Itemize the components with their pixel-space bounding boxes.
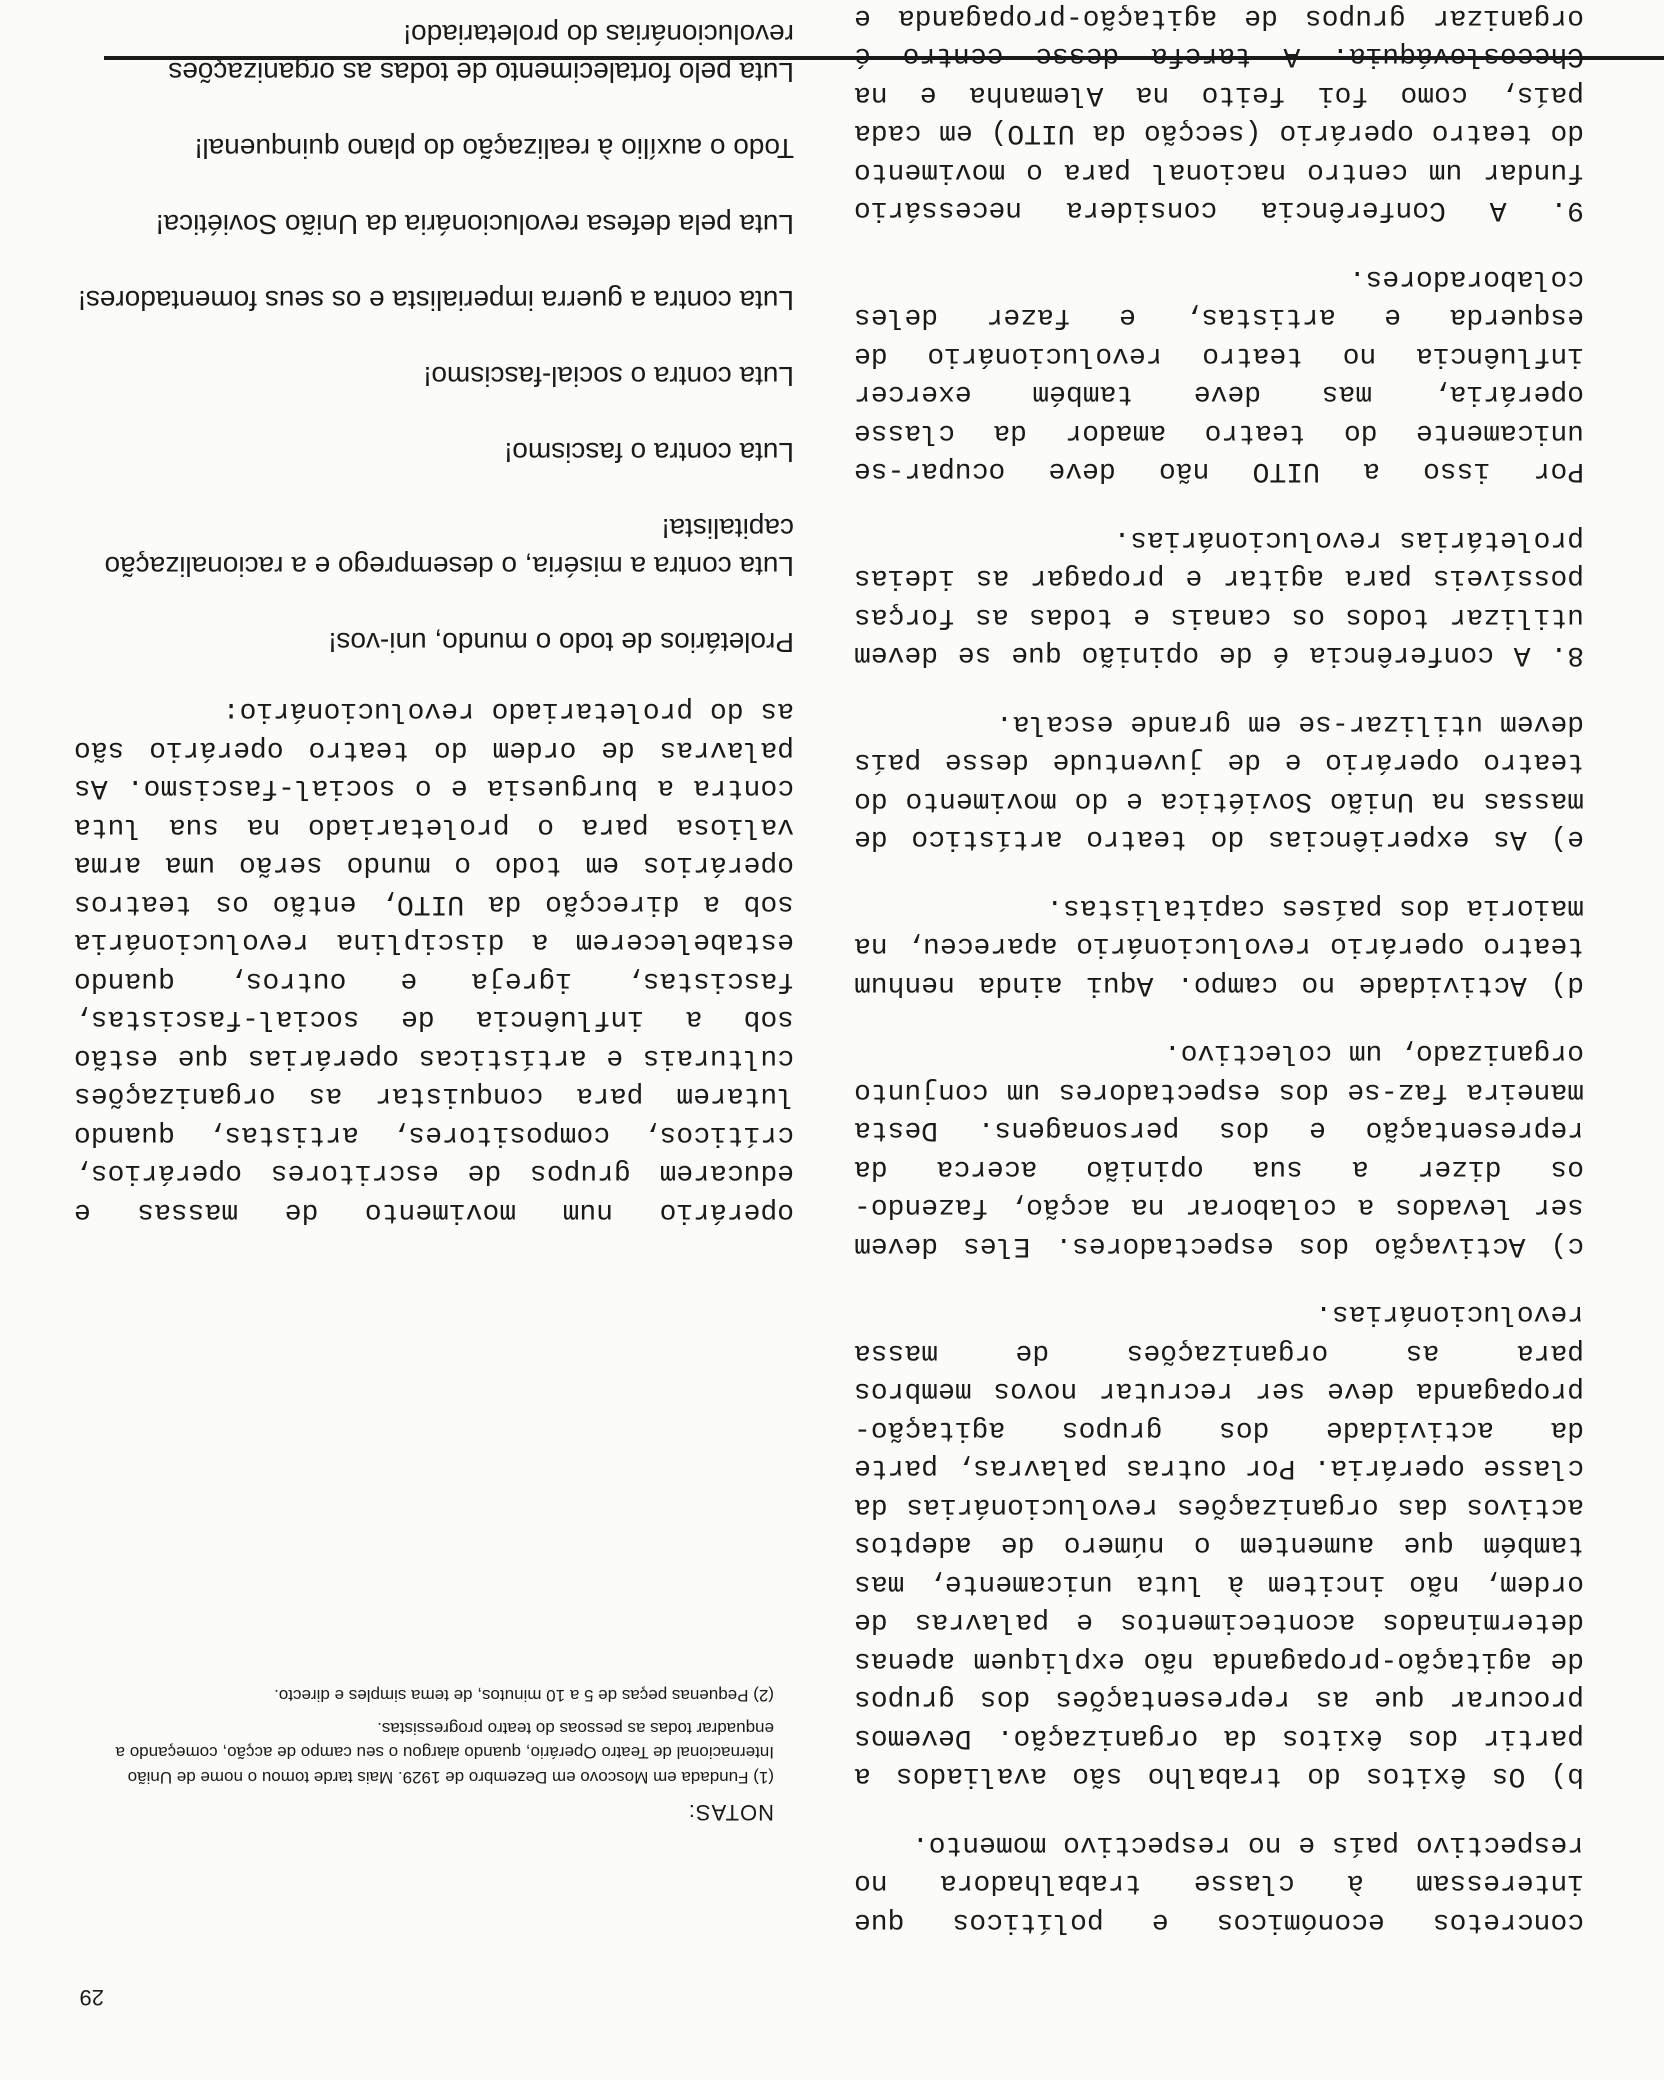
paragraph: operário num movimento de massas e educarem grupos de escritores operários, críticos, compositores, artistas, quando lutarem para conquistar as organizações culturais e artísticas operárias que estão sob a influência de social-fascistas, fascistas, igreja e outros, quando estabelecerem a disciplina revolucionária sob a direcção da UITO, então os teatros operários em todo o mundo serão uma arma valiosa para o proletariado na sua luta contra a burguesia e o social-fascismo. As palavras de ordem do teatro operário são as do proletariado revolucionário: bbox=[74, 695, 794, 1227]
paragraph: d) Actividade no campo. Aqui ainda nenhum teatro operário revolucionário apareceu, na maioria dos países capitalistas. bbox=[854, 892, 1584, 1000]
slogan: Proletários de todo o mundo, uni-vos! bbox=[328, 627, 794, 658]
paragraph: b) Os êxitos do trabalho são avaliados a partir dos êxitos da organização. Devemos procurar que as representações dos grupos de agitação-propaganda não expliquem apenas determinados acontecimentos e palavras de ordem, não incitem à luta unicamente, mas também que aumentem o número de adeptos activos das organizações revolucionárias da classe operária. Por outras palavras, parte da actividade dos grupos agitação-propaganda deve ser recrutar novos membros para as organizações de massa revolucionárias. bbox=[854, 1298, 1584, 1792]
slogan: Luta contra a miséria, o desemprego e a racionalização capitalista! bbox=[104, 513, 794, 582]
paragraph: c) Activação dos espectadores. Eles devem ser levados a colaborar na acção, fazendo-os dizer a sua opinião acerca da representação e dos personagens. Desta maneira faz-se dos espectadores um conjunto organizado, um colectivo. bbox=[854, 1037, 1584, 1261]
right-column bbox=[74, 0, 794, 1230]
paragraph: 9. A Conferência considera necessário fundar um centro nacional para o movimento do teatro operário (secção da UITO) em cada país, como foi feito na Alemanha e na Checoslováquia. A tarefa desse centro é organizar grupos de agitação-propaganda e bbox=[854, 2, 1584, 226]
slogan: Todo o auxílio à realização do plano quinquenal! bbox=[194, 133, 794, 164]
left-column bbox=[854, 0, 1584, 1940]
notes-title: NOTAS: bbox=[687, 1800, 774, 1825]
footnote: (1) Fundada em Moscovo em Dezembro de 1929. Mais tarde tomou o nome de União Internacional de Teatro Operário, quando alargou o seu campo de acção, começando a enquadrar todas as pessoas do teatro progressistas. bbox=[115, 1718, 774, 1787]
paragraph: Por isso a UITO não deve ocupar-se unicamente do teatro amador da classe operária, mas deve também exercer influência no teatro revolucionário de esquerda e artistas, e fazer deles colaboradores. bbox=[854, 263, 1584, 487]
slogan: Luta contra o social-fascismo! bbox=[423, 361, 794, 392]
slogan: Luta contra o fascismo! bbox=[504, 437, 794, 468]
slogan: Luta pelo fortalecimento de todas as organizações revolucionárias do proletariado! bbox=[168, 19, 794, 88]
slogan: Luta pela defesa revolucionária da União Soviética! bbox=[155, 209, 794, 240]
paragraph: 8. A conferência é de opinião que se devem utilizar todos os canais e todas as forças possíveis para agitar e propagar as ideias proletárias revolucionárias. bbox=[854, 524, 1584, 671]
slogan: Luta contra a guerra imperialista e os seus fomentadores! bbox=[78, 285, 794, 316]
footnote: (2) Pequenas peças de 5 a 10 minutos, de tema simples e directo. bbox=[274, 1686, 774, 1706]
footnotes bbox=[84, 1674, 774, 1825]
page-number: 29 bbox=[79, 1985, 104, 2010]
paragraph: concretos económicos e políticos que interessam à classe trabalhadora no respectivo país e no respectivo momento. bbox=[854, 1829, 1584, 1937]
paragraph: e) As experiências do teatro artístico de massas na União Soviética e do movimento do teatro operário e de juventude desse país devem utilizar-se em grande escala. bbox=[854, 708, 1584, 855]
